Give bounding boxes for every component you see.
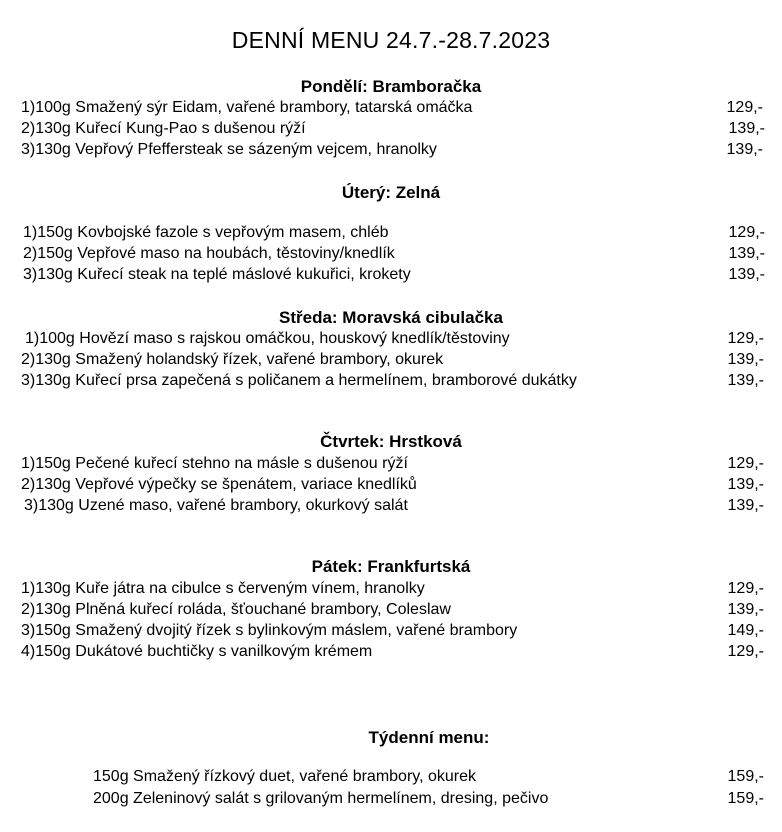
menu-item (21, 643, 764, 663)
menu-item (21, 141, 763, 161)
dish-text: 3)130g Kuřecí prsa zapečená s poličanem a hermelínem, bramborové dukátky (21, 372, 577, 389)
dish-text: 1)100g Hovězí maso s rajskou omáčkou, houskový knedlík/těstoviny (25, 330, 510, 347)
dish-price: 129,- (727, 330, 764, 347)
dish-text: 2)150g Vepřové maso na houbách, těstoviny/knedlík (23, 245, 395, 262)
dish-price: 139,- (727, 372, 764, 389)
dish-price: 139,- (728, 245, 765, 262)
menu-item (23, 224, 765, 244)
dish-text: 4)150g Dukátové buchtičky s vanilkovým krémem (21, 643, 373, 660)
dish-text: 200g Zeleninový salát s grilovaným hermelínem, dresing, pečivo (93, 790, 549, 807)
menu-title: DENNÍ MENU 24.7.-28.7.2023 (231, 27, 551, 53)
dish-text: 3)130g Kuřecí steak na teplé máslové kukuřici, krokety (23, 266, 411, 283)
dish-text: 1)100g Smažený sýr Eidam, vařené brambory, tatarská omáčka (21, 99, 473, 116)
menu-item (21, 601, 764, 621)
dish-price: 139,- (726, 141, 763, 158)
dish-price: 139,- (728, 266, 765, 283)
dish-price: 139,- (727, 476, 764, 493)
day-heading-friday: Pátek: Frankfurtská (311, 557, 471, 576)
menu-item (23, 266, 765, 286)
dish-price: 129,- (726, 99, 763, 116)
menu-item (23, 245, 765, 265)
menu-item (21, 622, 764, 642)
dish-text: 3)130g Vepřový Pfeffersteak se sázeným vejcem, hranolky (21, 141, 437, 158)
dish-price: 149,- (727, 622, 764, 639)
menu-item (21, 455, 764, 475)
dish-text: 2)130g Smažený holandský řízek, vařené brambory, okurek (21, 351, 444, 368)
dish-price: 129,- (727, 580, 764, 597)
dish-price: 129,- (728, 224, 765, 241)
dish-price: 159,- (727, 790, 764, 807)
dish-text: 1)150g Pečené kuřecí stehno na másle s dušenou rýží (21, 455, 408, 472)
menu-item (21, 351, 764, 371)
weekly-heading: Týdenní menu: (368, 728, 490, 747)
dish-price: 139,- (727, 601, 764, 618)
dish-text: 1)130g Kuře játra na cibulce s červeným vínem, hranolky (21, 580, 425, 597)
day-heading-wednesday: Středa: Moravská cibulačka (279, 308, 503, 327)
dish-text: 2)130g Kuřecí Kung-Pao s dušenou rýží (21, 120, 306, 137)
dish-price: 139,- (728, 120, 765, 137)
dish-text: 150g Smažený řízkový duet, vařené brambory, okurek (93, 768, 476, 785)
menu-item (21, 372, 764, 392)
dish-price: 129,- (727, 643, 764, 660)
menu-item (93, 768, 764, 788)
dish-price: 139,- (727, 497, 764, 514)
menu-item (24, 497, 764, 517)
day-heading-monday: Pondělí: Bramboračka (300, 77, 482, 96)
dish-price: 139,- (727, 351, 764, 368)
dish-text: 3)130g Uzené maso, vařené brambory, okurkový salát (24, 497, 408, 514)
menu-item (21, 476, 764, 496)
dish-price: 159,- (727, 768, 764, 785)
dish-text: 3)150g Smažený dvojitý řízek s bylinkovým máslem, vařené brambory (21, 622, 518, 639)
day-heading-tuesday: Úterý: Zelná (341, 183, 441, 202)
day-heading-thursday: Čtvrtek: Hrstková (320, 432, 462, 451)
dish-text: 2)130g Vepřové výpečky se špenátem, variace knedlíků (21, 476, 417, 493)
menu-item (21, 99, 763, 119)
dish-price: 129,- (727, 455, 764, 472)
menu-item (21, 580, 764, 600)
menu-item (25, 330, 764, 350)
dish-text: 2)130g Plněná kuřecí roláda, šťouchané brambory, Coleslaw (21, 601, 451, 618)
menu-item (21, 120, 765, 140)
menu-item (93, 790, 764, 810)
dish-text: 1)150g Kovbojské fazole s vepřovým masem, chléb (23, 224, 389, 241)
